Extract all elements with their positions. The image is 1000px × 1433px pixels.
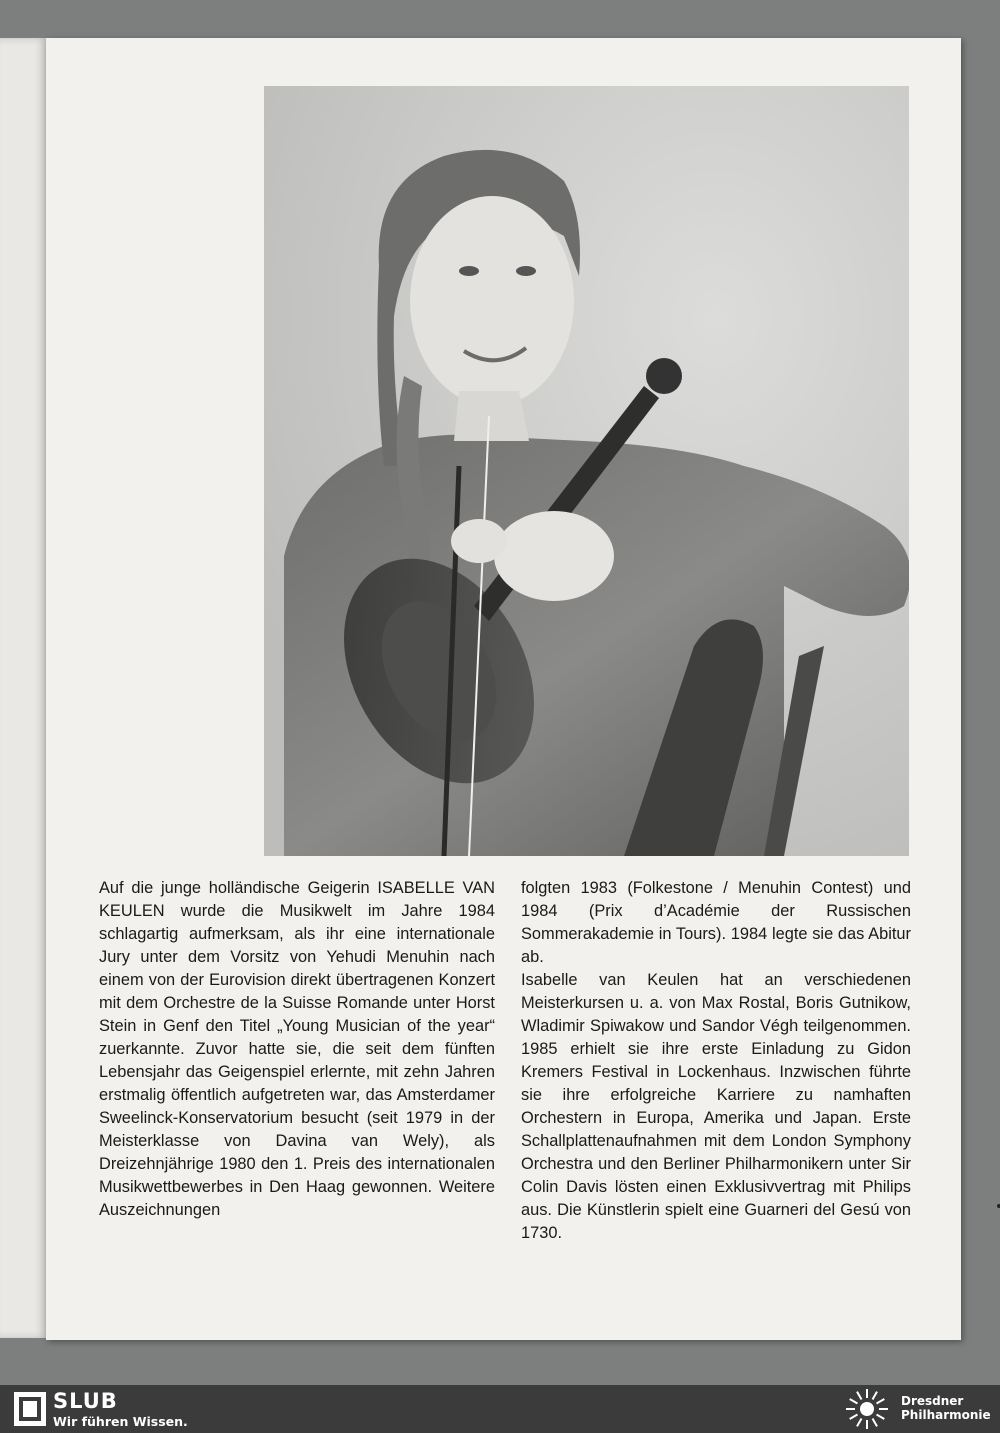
article-column-right bbox=[521, 877, 911, 1245]
slub-logo-icon[interactable] bbox=[14, 1392, 46, 1426]
portrait-illustration bbox=[264, 86, 909, 856]
biography-paragraph: folgten 1983 (Folkestone / Menuhin Contest) und 1984 (Prix d’Académie der Russischen Sommerakademie in Tours). 1984 legte sie das Abitur ab. bbox=[521, 879, 911, 966]
violinist-portrait-photo bbox=[264, 86, 909, 856]
dresdner-philharmonie-logo-icon[interactable] bbox=[842, 1388, 892, 1430]
footer-bar bbox=[0, 1385, 1000, 1433]
biography-paragraph: Auf die junge holländische Geigerin ISABELLE VAN KEULEN wurde die Musikwelt im Jahre 1984 schlagartig aufmerksam, als ihr eine internationale Jury unter dem Vorsitz von Yehudi Menuhin nach einem von der Eurovision direkt übertragenen Konzert mit dem Orchestre de la Suisse Romande unter Horst Stein in Genf den Titel „Young Musician of the year“ zuerkannte. Zuvor hatte sie, die seit dem fünften Lebensjahr das Geigenspiel erlernte, mit zehn Jahren erstmalig öffentlich aufgetreten war, das Amsterdamer Sweelinck-Konservatorium besucht (seit 1979 in der Meisterklasse von Davina van Wely), als Dreizehnjährige 1980 den 1. Preis des internationalen Musikwettbewerbes in Den Haag gewonnen. Weitere Auszeichnungen bbox=[99, 879, 495, 1219]
article-column-left bbox=[99, 877, 495, 1222]
partner-name-line: Philharmonie bbox=[901, 1408, 991, 1422]
left-page-edge bbox=[0, 38, 48, 1338]
dresdner-philharmonie-name[interactable] bbox=[901, 1394, 991, 1422]
slub-tagline: Wir führen Wissen. bbox=[53, 1414, 188, 1429]
biography-paragraph: Isabelle van Keulen hat an verschiedenen Meisterkursen u. a. von Max Rostal, Boris Gutnikow, Wladimir Spiwakow und Sandor Végh teilgenommen. 1985 erhielt sie ihre erste Einladung zu Gidon Kremers Festival in Lockenhaus. Inzwischen führte sie ihre erfolgreiche Karriere zu namhaften Orchestern in Europa, Amerika und Japan. Erste Schallplattenaufnahmen mit dem London Symphony Orchestra und den Berliner Philharmonikern unter Sir Colin Davis lösten einen Exklusivvertrag mit Philips aus. Die Künstlerin spielt eine Guarneri del Gesú von 1730. bbox=[521, 971, 911, 1242]
program-page bbox=[46, 38, 961, 1340]
slub-name[interactable]: SLUB bbox=[53, 1389, 118, 1413]
partner-name-line: Dresdner bbox=[901, 1394, 964, 1408]
